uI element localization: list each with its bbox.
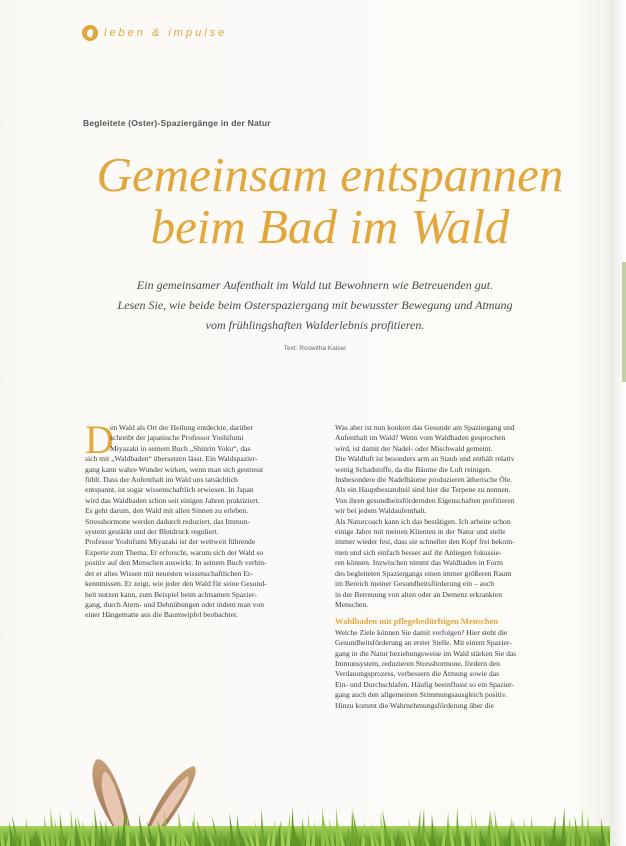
- text-line: Aufenthalt im Wald? Wenn vom Waldbaden gesprochen: [335, 433, 506, 443]
- headline-line-2: beim Bad im Wald: [150, 199, 510, 254]
- text-line: Ein- und Durchschlafen. Häufig beeinflusst so ein Spazier-: [335, 679, 515, 689]
- text-line: des begleiteten Spaziergangs einen immer größeren Raum: [335, 568, 512, 578]
- text-line: Von ihren gesundheitsfördernden Eigenschaften profitieren: [335, 495, 515, 505]
- drop-cap: D: [85, 417, 114, 462]
- text-line: wird, ist damit der Nadel- oder Mischwald gemeint.: [335, 443, 493, 453]
- article-column-2: [335, 423, 550, 711]
- text-line: Welche Ziele können Sie damit verfolgen? Hier steht die: [335, 627, 508, 637]
- intro-line-2: Lesen Sie, wie beide beim Osterspaziergang mit bewusster Bewegung und Atmung: [117, 298, 513, 312]
- text-line: Insbesondere die Nadelbäume produzieren ätherische Öle.: [335, 475, 513, 485]
- text-line: gang kann wahre Wunder wirken, wenn man sich gestresst: [85, 464, 264, 474]
- text-line: Immunsystem, reduzieren Stresshormone, fördern den: [335, 658, 500, 668]
- section-tag: [82, 24, 227, 42]
- text-line: system gestärkt und der Blutdruck reguliert.: [85, 527, 219, 537]
- text-line: Miyazaki in seinem Buch „Shinrin Yoku“, das: [110, 443, 251, 453]
- article-column-1: [85, 423, 300, 621]
- column-subhead: Waldbaden mit pflegebedürftigen Menschen: [335, 616, 499, 627]
- page-spine: [610, 0, 626, 846]
- text-line: wird das Waldbaden schon seit einigen Jahren praktiziert.: [85, 495, 260, 505]
- grass-illustration: [0, 726, 610, 846]
- text-line: Professor Yoshifumi Miyazaki ist der weltweit führende: [85, 537, 256, 547]
- kicker: Begleitete (Oster)-Spaziergänge in der Natur: [83, 118, 271, 128]
- text-line: im Bereich meiner Gesundheitsförderung ein – auch: [335, 579, 494, 589]
- intro-line-1: Ein gemeinsamer Aufenthalt im Wald tut Bewohnern wie Betreuenden gut.: [136, 278, 494, 292]
- next-page-edge: [622, 262, 626, 382]
- text-line: Verdauungsprozess, verbessern die Atmung sowie das: [335, 669, 500, 679]
- text-line: Es geht darum, den Wald mit allen Sinnen zu erleben.: [85, 506, 249, 516]
- text-line: Gesundheitsförderung an erster Stelle. Mit einem Spazier-: [335, 638, 512, 648]
- text-line: positiv auf den Menschen auswirkt. In seinem Buch verbin-: [85, 558, 267, 568]
- text-line: wenig Schadstoffe, da die Bäume die Luft reinigen.: [335, 464, 492, 474]
- text-line: immer wieder fest, dass sie schneller den Kopf frei bekom-: [335, 537, 515, 547]
- text-line: einer Hängematte aus die Baumwipfel beobachtet.: [85, 610, 239, 620]
- text-line: Menschen.: [335, 599, 369, 609]
- section-tag-label: leben & impulse: [104, 27, 228, 39]
- text-line: gang auch den allgemeinen Stimmungsausgleich positiv.: [335, 690, 508, 700]
- text-line: wir bei jedem Waldaufenthalt.: [335, 506, 427, 516]
- text-line: kenntnissen. Er zeigt, wie jeder den Wald für seine Gesund-: [85, 579, 267, 589]
- text-line: ren können. Inzwischen nimmt das Waldbaden in Form: [335, 558, 503, 568]
- text-line: Hinzu kommt die Wahrnehmungsförderung über die: [335, 700, 494, 710]
- text-line: Stresshormone werden dadurch reduziert, das Immun-: [85, 516, 250, 526]
- text-line: gang, durch Atem- und Dehnübungen oder indem man von: [85, 599, 265, 609]
- text-line: sich mit „Waldbaden“ übersetzen lässt. Ein Waldspazier-: [85, 454, 258, 464]
- text-line: en Wald als Ort der Heilung entdeckte, darüber: [110, 423, 254, 432]
- text-line: Die Waldluft ist besonders arm an Staub und enthält relativ: [335, 454, 515, 464]
- text-line: men und sich einfach besser auf ihr Anliegen fokussie-: [335, 547, 502, 557]
- text-line: Experte zum Thema. Er erforscht, warum sich der Wald so: [85, 547, 264, 557]
- text-line: entspannt, ist sogar wissenschaftlich erwiesen. In Japan: [85, 485, 254, 495]
- byline: Text: Roswitha Kaiser: [283, 345, 347, 352]
- text-line: gang in die Natur beziehungsweise im Wald stärken Sie das: [335, 648, 517, 658]
- text-line: schreibt der japanische Professor Yoshifumi: [110, 433, 244, 443]
- text-line: det er altes Wissen mit neuesten wissenschaftlichen Er-: [85, 568, 253, 578]
- text-line: Als Naturcoach kann ich das bestätigen. Ich arbeite schon: [335, 516, 511, 526]
- text-line: Als ein Hauptbestandteil sind hier die Terpene zu nennen.: [335, 485, 511, 495]
- intro-line-3: vom frühlingshaften Walderlebnis profitieren.: [205, 318, 425, 332]
- leaf-icon: [82, 25, 98, 41]
- text-line: einige Jahre mit meinen Klienten in der Natur und stelle: [335, 527, 506, 537]
- text-line: fühlt. Dass der Aufenthalt im Wald uns tatsächlich: [85, 475, 238, 485]
- text-line: Was aber ist nun konkret das Gesunde am Spaziergang und: [335, 423, 515, 432]
- text-line: in der Betreuung von alten oder an Demenz erkrankten: [335, 589, 502, 599]
- headline-line-1: Gemeinsam entspannen: [96, 147, 564, 202]
- text-line: heit nutzen kann, zum Beispiel beim achtsamen Spazier-: [85, 589, 257, 599]
